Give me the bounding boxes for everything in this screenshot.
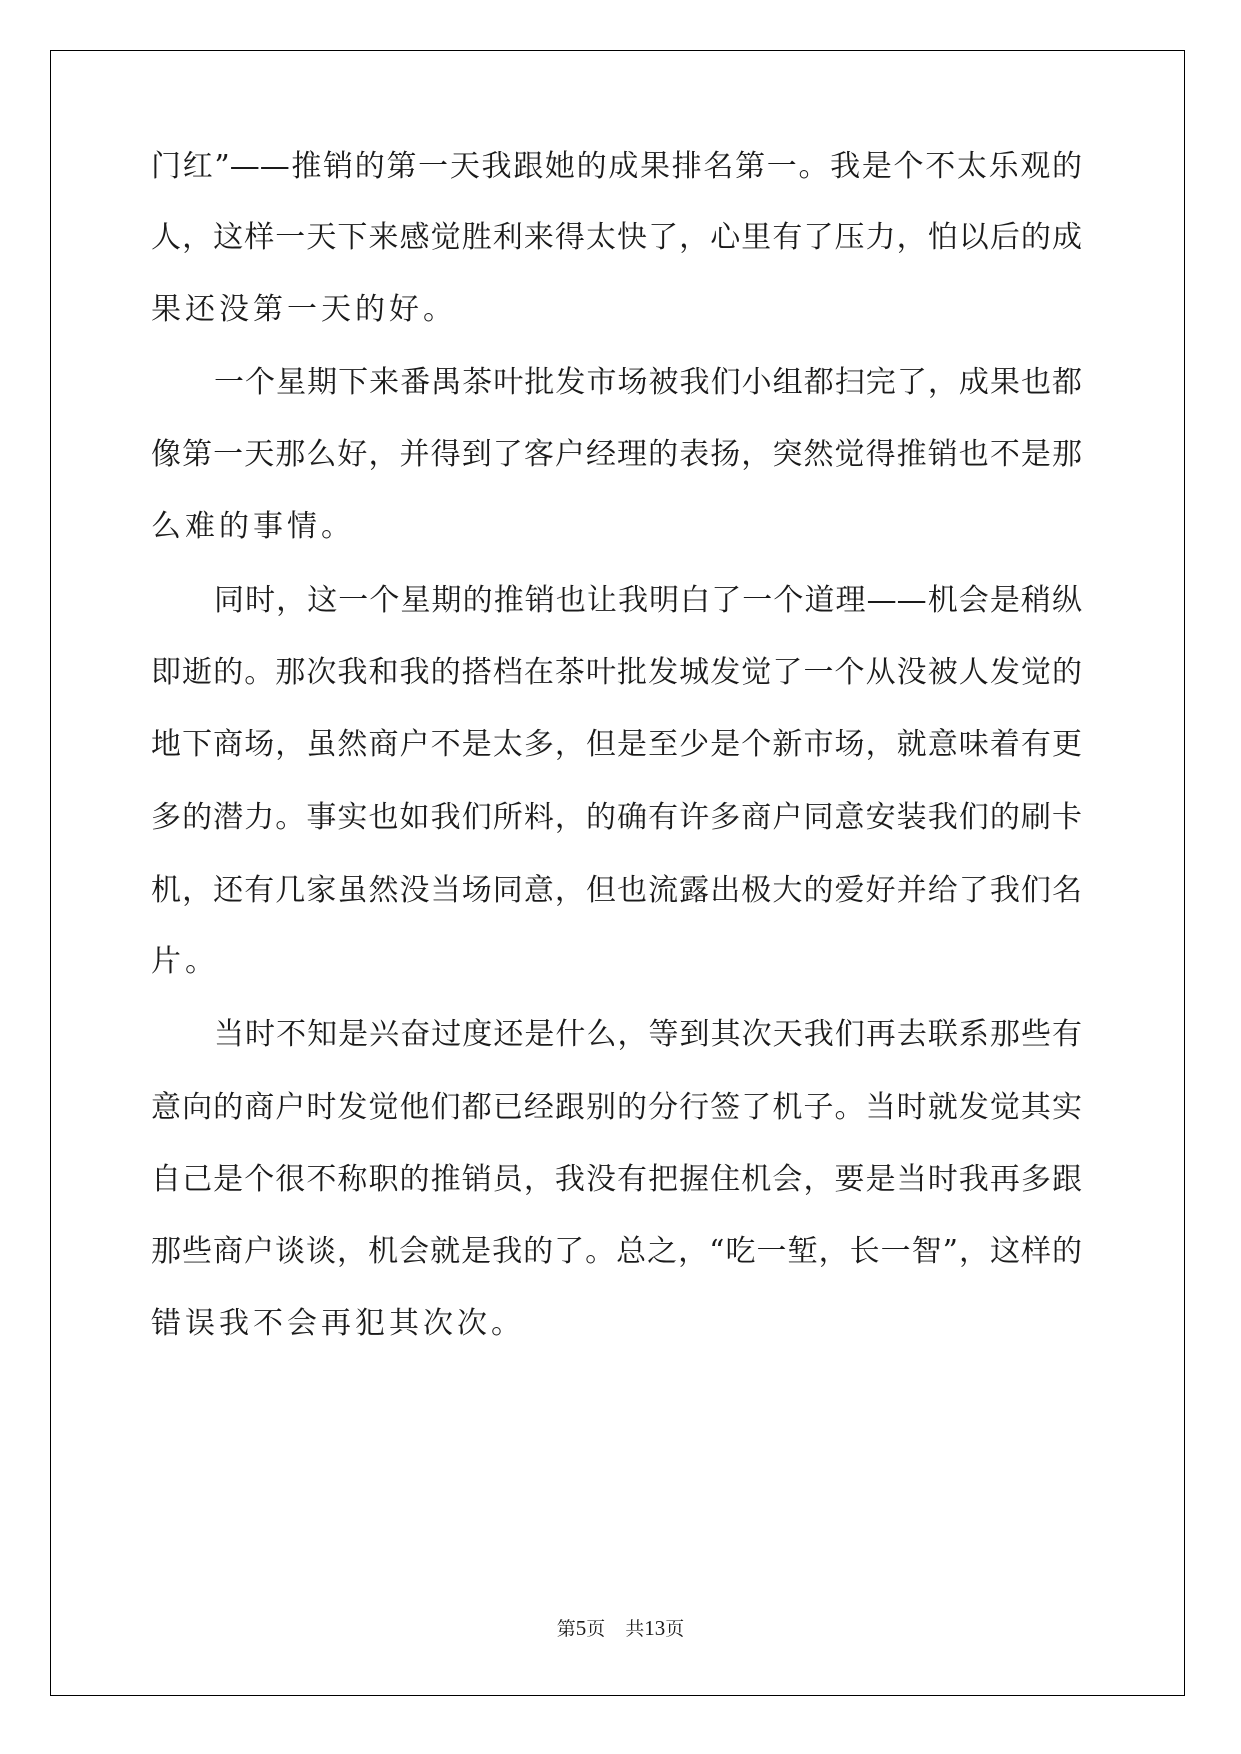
text-line: 当时不知是兴奋过度还是什么，等到其次天我们再去联系那些有 (214, 1017, 1082, 1052)
text-line: 即逝的。那次我和我的搭档在茶叶批发城发觉了一个从没被人发觉的 (151, 655, 1082, 690)
text-line: 同时，这一个星期的推销也让我明白了一个道理——机会是稍纵 (214, 583, 1082, 618)
total-prefix: 共 (625, 1618, 645, 1640)
page-footer (0, 1616, 1241, 1641)
page-current: 5 (575, 1616, 587, 1640)
page-total: 13 (644, 1616, 666, 1640)
text-line: 一个星期下来番禺茶叶批发市场被我们小组都扫完了，成果也都 (214, 365, 1082, 400)
text-line: 人，这样一天下来感觉胜利来得太快了，心里有了压力，怕以后的成 (151, 220, 1082, 255)
text-line: 片。 (151, 944, 219, 979)
page-prefix: 第 (556, 1618, 576, 1640)
text-line: 地下商场，虽然商户不是太多，但是至少是个新市场，就意味着有更 (151, 727, 1082, 762)
text-line: 么难的事情。 (151, 509, 355, 544)
text-line: 意向的商户时发觉他们都已经跟别的分行签了机子。当时就发觉其实 (151, 1090, 1082, 1125)
text-line: 自己是个很不称职的推销员，我没有把握住机会，要是当时我再多跟 (151, 1162, 1082, 1197)
text-line: 门红”——推销的第一天我跟她的成果排名第一。我是个不太乐观的 (151, 149, 1082, 184)
text-line: 像第一天那么好，并得到了客户经理的表扬，突然觉得推销也不是那 (151, 437, 1082, 472)
text-line: 错误我不会再犯其次次。 (151, 1306, 525, 1341)
text-line: 多的潜力。事实也如我们所料，的确有许多商户同意安装我们的刷卡 (151, 800, 1082, 835)
text-line: 机，还有几家虽然没当场同意，但也流露出极大的爱好并给了我们名 (151, 873, 1082, 908)
text-line: 果还没第一天的好。 (151, 292, 457, 327)
text-line: 那些商户谈谈，机会就是我的了。总之，“吃一堑，长一智”，这样的 (151, 1234, 1082, 1269)
page-unit: 页 (586, 1618, 606, 1640)
total-unit: 页 (665, 1618, 685, 1640)
